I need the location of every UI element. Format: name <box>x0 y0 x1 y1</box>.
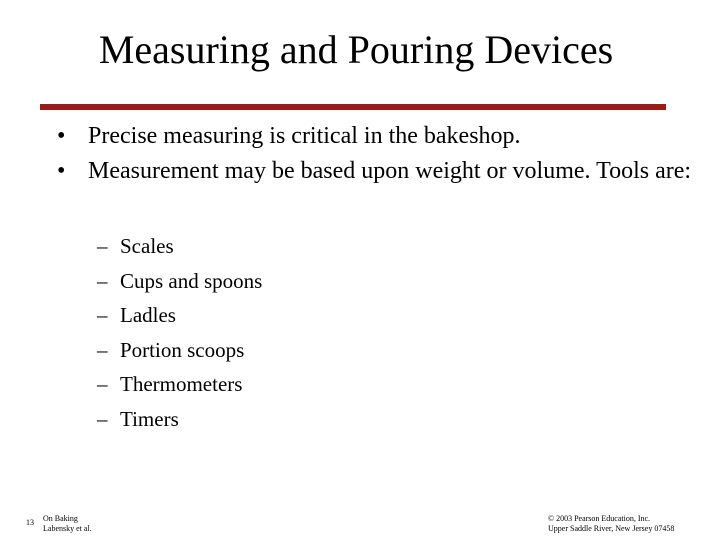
bullet-text: Precise measuring is critical in the bakeshop. <box>88 123 521 149</box>
tool-item <box>97 264 262 299</box>
tool-label: Timers <box>120 406 179 431</box>
tool-label: Thermometers <box>120 372 243 396</box>
bullet-marker: • <box>57 158 66 184</box>
dash-marker: – <box>97 303 108 327</box>
tools-sublist <box>97 229 262 436</box>
page-number: 13 <box>26 518 34 527</box>
dash-marker: – <box>97 406 108 431</box>
dash-marker: – <box>97 337 108 362</box>
footer-book-credit <box>43 514 92 534</box>
footer-publisher-address: Upper Saddle River, New Jersey 07458 <box>548 524 675 533</box>
main-bullet-list <box>57 119 697 189</box>
title-underline-rule <box>40 104 666 110</box>
tool-item <box>97 333 262 368</box>
tool-label: Scales <box>120 234 174 258</box>
footer-authors: Labensky et al. <box>43 524 92 533</box>
tool-item <box>97 367 262 402</box>
tool-item <box>97 298 262 333</box>
bullet-item <box>57 154 697 189</box>
tool-label: Portion scoops <box>120 337 245 362</box>
bullet-item <box>57 119 697 154</box>
dash-marker: – <box>97 268 108 293</box>
tool-label: Cups and spoons <box>120 268 263 293</box>
tool-item <box>97 229 262 264</box>
tool-label: Ladles <box>120 303 176 327</box>
dash-marker: – <box>97 234 108 258</box>
dash-marker: – <box>97 372 108 396</box>
footer-copyright <box>548 514 674 534</box>
footer-copyright-line: © 2003 Pearson Education, Inc. <box>548 514 651 523</box>
slide-title: Measuring and Pouring Devices <box>98 27 614 72</box>
footer-book-title: On Baking <box>43 514 78 523</box>
tool-item <box>97 402 262 437</box>
bullet-marker: • <box>57 123 66 149</box>
bullet-text: Measurement may be based upon weight or volume. Tools are: <box>88 158 692 184</box>
